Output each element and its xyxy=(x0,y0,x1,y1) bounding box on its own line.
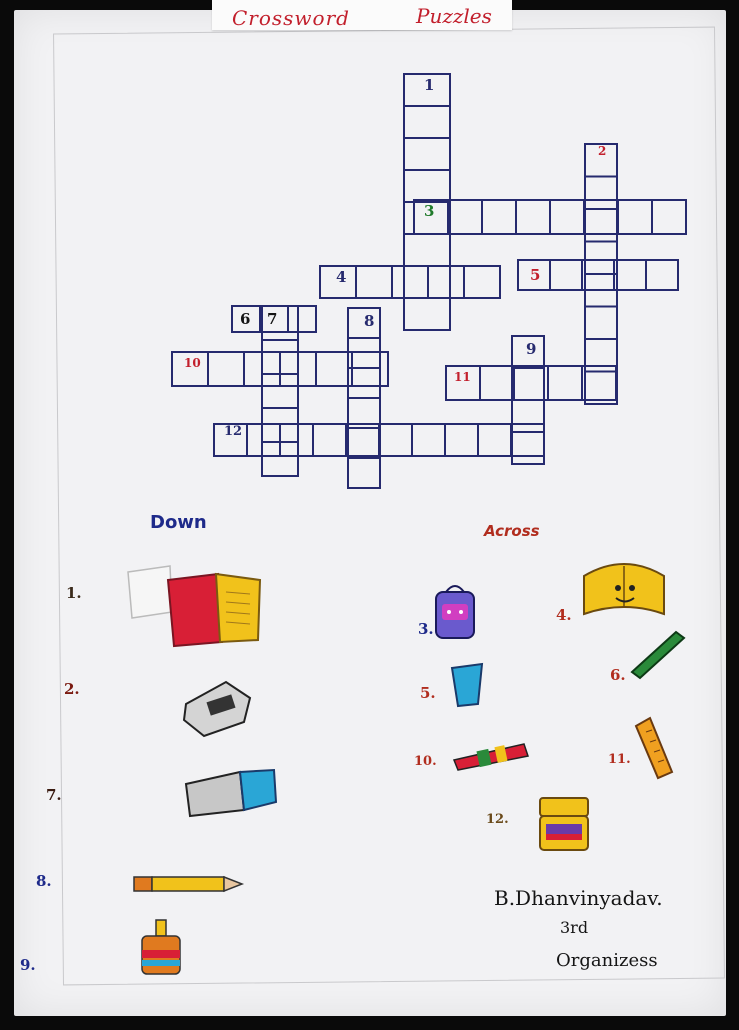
crossword-cell xyxy=(208,352,244,386)
crossword-cell xyxy=(585,209,617,242)
eraser-icon xyxy=(180,764,280,820)
title-word-left: Crossword xyxy=(232,6,350,30)
ruler-icon xyxy=(630,712,678,782)
down-clue-number: 1. xyxy=(66,584,82,602)
crossword-cell xyxy=(404,138,450,170)
across-clue-number: 11. xyxy=(608,752,631,767)
crossword-cell xyxy=(348,458,380,488)
crossword-cell xyxy=(247,424,280,456)
down-clue-number: 2. xyxy=(64,680,80,698)
grid-number-3: 3 xyxy=(424,202,435,220)
across-clue-number: 4. xyxy=(556,606,572,624)
crossword-cell xyxy=(585,307,617,340)
sharpener-icon xyxy=(178,676,258,740)
crossword-cell xyxy=(280,424,313,456)
across-heading: Across xyxy=(484,522,540,540)
crossword-cell xyxy=(511,424,544,456)
grid-number-9: 9 xyxy=(526,340,537,358)
crossword-cell xyxy=(404,170,450,202)
crossword-cell xyxy=(356,266,392,298)
crossword-cell xyxy=(392,266,428,298)
grid-number-12: 12 xyxy=(224,424,243,439)
crossword-cell xyxy=(614,260,646,290)
crossword-cell xyxy=(512,400,544,432)
grid-number-6: 6 xyxy=(240,310,251,328)
grid-number-8: 8 xyxy=(364,312,375,330)
crossword-cell xyxy=(550,200,584,234)
signature-class: 3rd xyxy=(560,918,589,937)
crossword-cell xyxy=(288,306,316,332)
crossword-cell xyxy=(512,368,544,400)
grid-number-5: 5 xyxy=(530,266,541,284)
glass-icon xyxy=(448,660,488,710)
pen-icon xyxy=(626,624,688,680)
crossword-cell xyxy=(348,428,380,458)
crossword-cell xyxy=(584,200,618,234)
crossword-cell xyxy=(404,234,450,266)
across-clue-number: 5. xyxy=(420,684,436,702)
ink-bottle-icon xyxy=(136,916,186,980)
grid-number-10: 10 xyxy=(184,356,201,370)
crossword-cell xyxy=(482,200,516,234)
pencil-icon xyxy=(130,868,248,898)
crossword-cell xyxy=(379,424,412,456)
crossword-cell xyxy=(646,260,678,290)
crossword-cell xyxy=(428,266,464,298)
crossword-cell xyxy=(445,424,478,456)
crossword-cell xyxy=(516,200,550,234)
crossword-cell xyxy=(404,298,450,330)
across-clue-number: 12. xyxy=(486,812,509,827)
crossword-cell xyxy=(514,366,548,400)
school-bag-icon xyxy=(430,580,480,644)
signature-name: B.Dhanvinyadav. xyxy=(494,886,663,910)
crossword-cell xyxy=(464,266,500,298)
down-clue-number: 7. xyxy=(46,786,62,804)
across-clue-number: 3. xyxy=(418,620,434,638)
down-clue-number: 9. xyxy=(20,956,36,974)
crossword-cell xyxy=(404,106,450,138)
open-book-icon xyxy=(578,552,670,622)
signature-role: Organizess xyxy=(556,950,658,971)
crossword-cell xyxy=(480,366,514,400)
grid-number-4: 4 xyxy=(336,268,347,286)
crossword-cell xyxy=(478,424,511,456)
crossword-cell xyxy=(618,200,652,234)
crossword-cell xyxy=(316,352,352,386)
down-clue-number: 8. xyxy=(36,872,52,890)
title-word-right: Puzzles xyxy=(416,4,492,28)
grid-number-1: 1 xyxy=(424,76,435,94)
grid-number-7: 7 xyxy=(267,310,278,328)
crossword-cell xyxy=(550,260,582,290)
crossword-cell xyxy=(585,242,617,275)
crossword-cell xyxy=(585,177,617,210)
book-icon xyxy=(118,560,268,652)
down-heading: Down xyxy=(150,512,207,533)
across-clue-number: 6. xyxy=(610,666,626,684)
crossword-cell xyxy=(548,366,582,400)
across-clue-number: 10. xyxy=(414,754,437,769)
crossword-cell xyxy=(412,424,445,456)
grid-number-11: 11 xyxy=(454,370,471,384)
crossword-cell xyxy=(448,200,482,234)
crayon-icon xyxy=(448,734,534,774)
grid-number-2: 2 xyxy=(598,144,607,158)
crossword-cell xyxy=(512,432,544,464)
lunch-box-icon xyxy=(534,792,594,856)
crossword-cell xyxy=(652,200,686,234)
crossword-cell xyxy=(313,424,346,456)
